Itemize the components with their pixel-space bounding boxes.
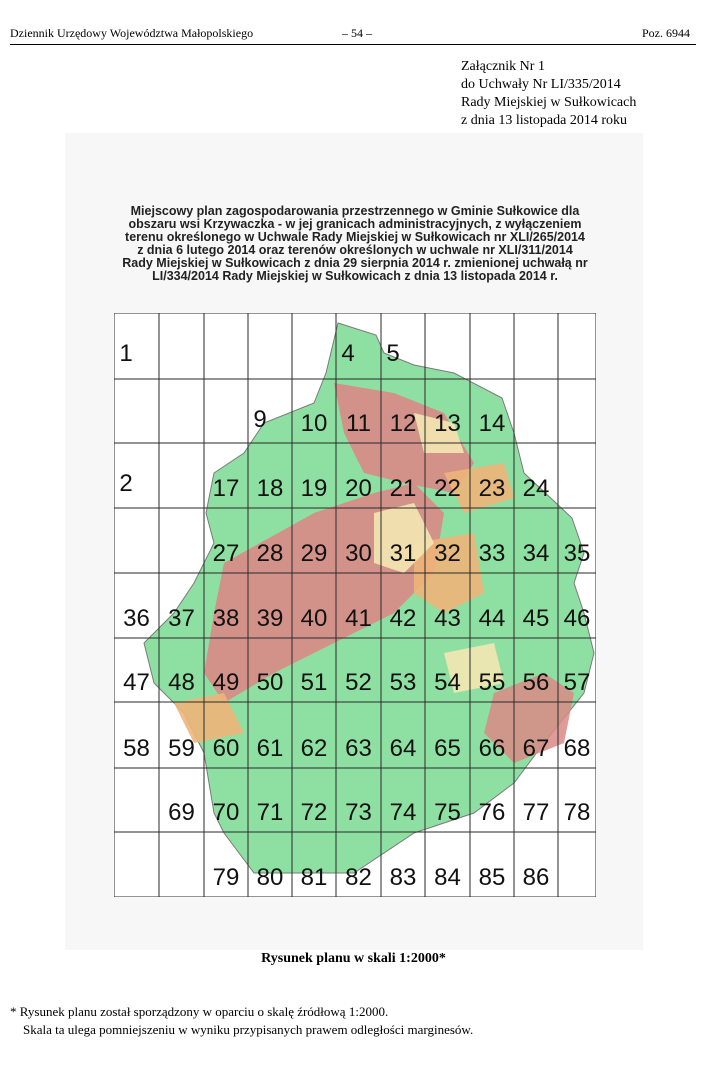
sheet-number-52: 52 bbox=[345, 669, 372, 696]
sheet-number-61: 61 bbox=[256, 735, 284, 762]
sheet-number-29: 29 bbox=[300, 540, 328, 567]
sheet-number-41: 41 bbox=[345, 605, 372, 632]
sheet-number-76: 76 bbox=[478, 799, 506, 826]
sheet-number-38: 38 bbox=[212, 605, 240, 632]
sheet-number-64: 64 bbox=[389, 735, 417, 762]
sheet-number-30: 30 bbox=[345, 540, 372, 567]
attachment-note bbox=[461, 58, 636, 130]
sheet-number-71: 71 bbox=[256, 799, 284, 826]
sheet-number-78: 78 bbox=[563, 799, 591, 826]
sheet-number-69: 69 bbox=[168, 799, 195, 826]
page-header bbox=[10, 24, 696, 45]
sheet-number-74: 74 bbox=[389, 799, 417, 826]
sheet-number-63: 63 bbox=[345, 735, 372, 762]
sheet-number-77: 77 bbox=[522, 799, 550, 826]
sheet-number-42: 42 bbox=[389, 605, 417, 632]
sheet-number-86: 86 bbox=[522, 864, 550, 891]
sheet-number-31: 31 bbox=[389, 540, 417, 567]
sheet-number-54: 54 bbox=[434, 669, 461, 696]
sheet-number-50: 50 bbox=[256, 669, 284, 696]
sheet-number-28: 28 bbox=[256, 540, 284, 567]
sheet-number-46: 46 bbox=[563, 605, 591, 632]
sheet-number-58: 58 bbox=[123, 735, 150, 762]
sheet-number-84: 84 bbox=[434, 864, 461, 891]
sheet-number-48: 48 bbox=[168, 669, 195, 696]
sheet-number-36: 36 bbox=[123, 605, 150, 632]
sheet-number-5: 5 bbox=[386, 340, 400, 367]
sheet-number-59: 59 bbox=[168, 735, 195, 762]
sheet-number-51: 51 bbox=[300, 669, 328, 696]
sheet-number-35: 35 bbox=[563, 540, 591, 567]
sheet-number-65: 65 bbox=[434, 735, 461, 762]
sheet-number-39: 39 bbox=[256, 605, 284, 632]
sheet-number-70: 70 bbox=[212, 799, 240, 826]
sheet-number-33: 33 bbox=[478, 540, 506, 567]
sheet-number-57: 57 bbox=[563, 669, 591, 696]
sheet-number-82: 82 bbox=[345, 864, 372, 891]
sheet-number-24: 24 bbox=[522, 475, 550, 502]
sheet-number-55: 55 bbox=[478, 669, 506, 696]
sheet-number-73: 73 bbox=[345, 799, 372, 826]
journal-title: Dziennik Urzędowy Województwa Małopolskiego bbox=[10, 26, 254, 40]
sheet-number-13: 13 bbox=[434, 410, 461, 437]
sheet-number-45: 45 bbox=[522, 605, 550, 632]
map-svg bbox=[114, 313, 596, 897]
sheet-number-80: 80 bbox=[256, 864, 284, 891]
sheet-number-68: 68 bbox=[563, 735, 591, 762]
attachment-line-4: z dnia 13 listopada 2014 roku bbox=[461, 113, 628, 128]
attachment-line-1: Załącznik Nr 1 bbox=[461, 59, 545, 74]
sheet-number-34: 34 bbox=[522, 540, 550, 567]
sheet-number-53: 53 bbox=[389, 669, 417, 696]
sheet-number-72: 72 bbox=[300, 799, 328, 826]
sheet-number-11: 11 bbox=[346, 410, 371, 437]
sheet-number-19: 19 bbox=[300, 475, 328, 502]
sheet-number-21: 21 bbox=[389, 475, 417, 502]
plan-title-line: terenu określonego w Uchwale Rady Miejskiej w Sułkowicach nr XLI/265/2014 bbox=[125, 230, 585, 244]
sheet-number-49: 49 bbox=[212, 669, 240, 696]
sheet-number-43: 43 bbox=[434, 605, 461, 632]
plan-title-line: obszaru wsi Krzywaczka - w jej granicach administracyjnych, z wyłączeniem bbox=[128, 217, 582, 231]
sheet-number-22: 22 bbox=[434, 475, 461, 502]
sheet-number-20: 20 bbox=[345, 475, 372, 502]
sheet-number-66: 66 bbox=[478, 735, 506, 762]
sheet-number-32: 32 bbox=[434, 540, 461, 567]
sheet-number-83: 83 bbox=[389, 864, 417, 891]
plan-title-line: z dnia 6 lutego 2014 oraz terenów określonych w uchwale nr XLI/311/2014 bbox=[137, 243, 573, 257]
footnote-line-1: * Rysunek planu został sporządzony w oparciu o skalę źródłową 1:2000. bbox=[10, 1004, 389, 1019]
sheet-number-2: 2 bbox=[119, 470, 133, 497]
sheet-number-79: 79 bbox=[212, 864, 240, 891]
sheet-number-10: 10 bbox=[300, 410, 328, 437]
sheet-number-12: 12 bbox=[389, 410, 417, 437]
sheet-number-40: 40 bbox=[300, 605, 328, 632]
sheet-number-14: 14 bbox=[478, 410, 506, 437]
sheet-index-map bbox=[114, 313, 596, 897]
sheet-number-60: 60 bbox=[212, 735, 240, 762]
sheet-number-9: 9 bbox=[253, 406, 267, 433]
sheet-number-85: 85 bbox=[478, 864, 506, 891]
plan-title-line: LI/334/2014 Rady Miejskiej w Sułkowicach z dnia 13 listopada 2014 r. bbox=[152, 269, 558, 283]
land-use-map bbox=[144, 323, 594, 873]
sheet-number-62: 62 bbox=[300, 735, 328, 762]
sheet-number-27: 27 bbox=[212, 540, 240, 567]
page-number: – 54 – bbox=[342, 26, 372, 40]
attachment-line-2: do Uchwały Nr LI/335/2014 bbox=[461, 77, 621, 92]
plan-title-line: Rady Miejskiej w Sułkowicach z dnia 29 sierpnia 2014 r. zmienionej uchwałą nr bbox=[122, 256, 588, 270]
sheet-number-56: 56 bbox=[522, 669, 550, 696]
sheet-number-47: 47 bbox=[123, 669, 150, 696]
sheet-number-18: 18 bbox=[256, 475, 284, 502]
sheet-number-44: 44 bbox=[478, 605, 506, 632]
sheet-number-67: 67 bbox=[522, 735, 550, 762]
plan-title-line: Miejscowy plan zagospodarowania przestrzennego w Gminie Sułkowice dla bbox=[130, 204, 580, 218]
sheet-number-81: 81 bbox=[300, 864, 328, 891]
sheet-number-23: 23 bbox=[478, 475, 506, 502]
sheet-number-75: 75 bbox=[434, 799, 461, 826]
footnote-line-2: Skala ta ulega pomniejszeniu w wyniku przypisanych prawem odległości marginesów. bbox=[23, 1022, 474, 1037]
plan-title bbox=[80, 205, 630, 283]
sheet-number-17: 17 bbox=[212, 475, 240, 502]
sheet-number-37: 37 bbox=[168, 605, 195, 632]
figure-caption: Rysunek planu w skali 1:2000* bbox=[261, 951, 446, 966]
footnote bbox=[10, 1003, 473, 1039]
sheet-number-4: 4 bbox=[341, 340, 355, 367]
position-number: Poz. 6944 bbox=[642, 26, 690, 40]
attachment-line-3: Rady Miejskiej w Sułkowicach bbox=[461, 95, 637, 110]
sheet-number-1: 1 bbox=[119, 340, 133, 367]
